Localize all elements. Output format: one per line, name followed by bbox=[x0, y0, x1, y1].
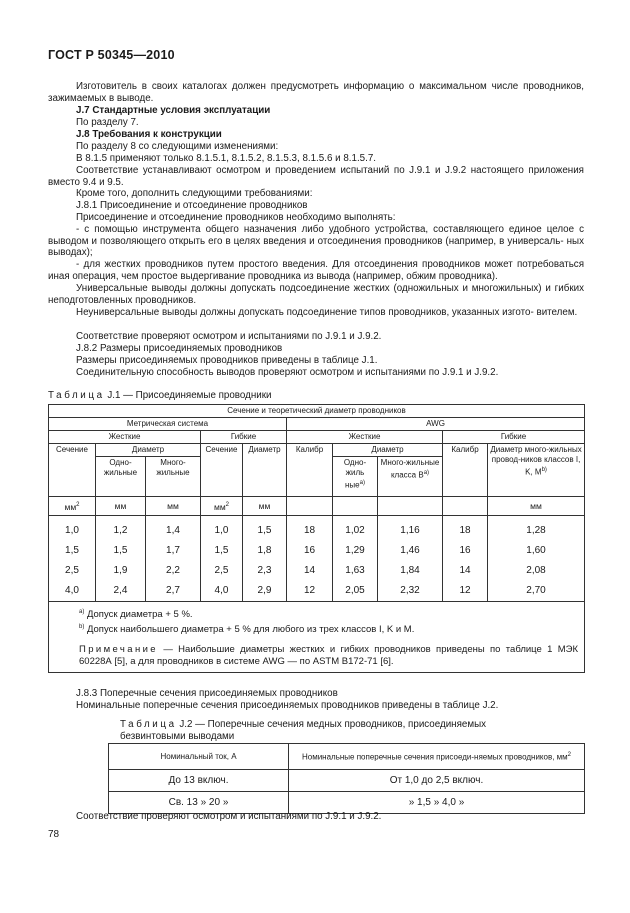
table-cell: 4,0 bbox=[49, 581, 96, 602]
unit-cell: мм bbox=[243, 497, 287, 516]
table2-caption: Таблица J.2 — Поперечные сечения медных проводников, присоединяемых безвинтовыми выводами bbox=[120, 719, 487, 742]
table-cell: 2,5 bbox=[49, 561, 96, 581]
table1-section-flex-header: Сечение bbox=[201, 444, 243, 497]
table-cross-sections bbox=[108, 743, 585, 814]
unit-cell bbox=[287, 497, 333, 516]
table-cell: 1,5 bbox=[96, 541, 146, 561]
table1-caliber-header: Калибр bbox=[287, 444, 333, 497]
table-cell: 18 bbox=[287, 516, 333, 542]
unit-cell bbox=[443, 497, 488, 516]
unit-cell bbox=[378, 497, 443, 516]
paragraph-j81c: - для жестких проводников путем простого введения. Для отсоединения проводников может потребоваться иная операция, чем простое выдергивание проводника из вывода (например, обжим проводника). bbox=[48, 259, 584, 282]
table-cell: До 13 включ. bbox=[109, 770, 289, 792]
table-cell: 1,84 bbox=[378, 561, 443, 581]
table1-rigid-header: Жесткие bbox=[49, 431, 201, 444]
table1-rigid-awg-header: Жесткие bbox=[287, 431, 443, 444]
table-cell: 1,8 bbox=[243, 541, 287, 561]
table-row bbox=[49, 516, 585, 542]
table-cell: 18 bbox=[443, 516, 488, 542]
table-cell: » 1,5 » 4,0 » bbox=[289, 792, 585, 814]
table-cell: 1,29 bbox=[333, 541, 378, 561]
heading-j7: J.7 Стандартные условия эксплуатации bbox=[76, 105, 271, 116]
table-cell: 2,08 bbox=[488, 561, 585, 581]
paragraph-catalog: Изготовитель в своих каталогах должен предусмотреть информацию о максимальном числе проводников, зажимаемых в выводе. bbox=[48, 81, 584, 104]
table-connectable-conductors bbox=[48, 404, 585, 673]
paragraph-j81f: Соответствие проверяют осмотром и испытаниями по J.9.1 и J.9.2. bbox=[76, 331, 382, 342]
footnote-b: $^{b)}$ Допуск наибольшего диаметра + 5 % для любого из трех классов I, K и M. bbox=[79, 624, 415, 636]
unit-cell: мм bbox=[146, 497, 201, 516]
table1-flexible-awg-header: Гибкие bbox=[443, 431, 585, 444]
table1-flexible-header: Гибкие bbox=[201, 431, 287, 444]
paragraph-j81e: Неуниверсальные выводы должны допускать подсоединение типов проводников, указанных изгото- вителем. bbox=[76, 307, 578, 318]
table-cell: 1,5 bbox=[49, 541, 96, 561]
paragraph-j81: J.8.1 Присоединение и отсоединение проводников bbox=[76, 200, 308, 211]
table1-section-header: Сечение bbox=[49, 444, 96, 497]
heading-j8: J.8 Требования к конструкции bbox=[76, 129, 222, 140]
unit-cell: $мм^2$ bbox=[49, 497, 96, 516]
table-cell: 2,05 bbox=[333, 581, 378, 602]
unit-cell: $мм^2$ bbox=[201, 497, 243, 516]
table-row bbox=[109, 770, 585, 792]
unit-cell bbox=[333, 497, 378, 516]
paragraph-j82a: Размеры присоединяемых проводников приведены в таблице J.1. bbox=[76, 355, 378, 366]
table-cell: 2,5 bbox=[201, 561, 243, 581]
table-cell: 2,2 bbox=[146, 561, 201, 581]
table-row bbox=[49, 581, 585, 602]
table1-diameter-awg-header: Диаметр bbox=[333, 444, 443, 457]
table-cell: 2,9 bbox=[243, 581, 287, 602]
table-cell: 2,7 bbox=[146, 581, 201, 602]
paragraph-j8c: Соответствие устанавливают осмотром и проведением испытаний по J.9.1 и J.9.2 настоящего приложения вместо 9.4 и 9.5. bbox=[48, 165, 584, 188]
table1-single-header: Одно-жильные bbox=[96, 457, 146, 497]
table1-notes bbox=[49, 602, 585, 673]
table1-top-header: Сечение и теоретический диаметр проводников bbox=[49, 405, 585, 418]
table-cell: 2,70 bbox=[488, 581, 585, 602]
paragraph-end: Соответствие проверяют осмотром и испытаниями по J.9.1 и J.9.2. bbox=[76, 811, 382, 822]
table1-diameter-header: Диаметр bbox=[96, 444, 201, 457]
page-number: 78 bbox=[48, 829, 60, 840]
table-row bbox=[49, 561, 585, 581]
table-cell: 1,16 bbox=[378, 516, 443, 542]
table-cell: От 1,0 до 2,5 включ. bbox=[289, 770, 585, 792]
table1-note: Примечание — Наибольшие диаметры жестких и гибких проводников приведены по таблице 1 МЭК 60228А [5], а для проводников в системе AWG — по ASTM B172-71 [6]. bbox=[79, 644, 579, 668]
table-cell: 14 bbox=[443, 561, 488, 581]
footnote-a: $^{a)}$ Допуск диаметра + 5 %. bbox=[79, 609, 193, 621]
table-cell: 1,2 bbox=[96, 516, 146, 542]
paragraph-j82: J.8.2 Размеры присоединяемых проводников bbox=[76, 343, 283, 354]
table-cell: 1,0 bbox=[201, 516, 243, 542]
paragraph-j7: По разделу 7. bbox=[76, 117, 139, 128]
table1-diameter-flex-header: Диаметр bbox=[243, 444, 287, 497]
unit-cell: мм bbox=[96, 497, 146, 516]
table1-caption: Таблица J.1 — Присоединяемые проводники bbox=[48, 390, 272, 401]
table-cell: 2,4 bbox=[96, 581, 146, 602]
table-cell: 1,5 bbox=[201, 541, 243, 561]
table1-awg-header: AWG bbox=[287, 418, 585, 431]
table-cell: Св. 13 » 20 » bbox=[109, 792, 289, 814]
table-cell: 1,02 bbox=[333, 516, 378, 542]
table-cell: 1,5 bbox=[243, 516, 287, 542]
table2-col-current: Номинальный ток, А bbox=[109, 744, 289, 770]
paragraph-j82b: Соединительную способность выводов проверяют осмотром и испытаниями по J.9.1 и J.9.2. bbox=[76, 367, 499, 378]
table1-diam-multi-classes-header: Диаметр много-жильных провод-ников классов I, K, $M^{b)}$ bbox=[488, 444, 585, 497]
table-cell: 1,9 bbox=[96, 561, 146, 581]
paragraph-j8d: Кроме того, дополнить следующими требованиями: bbox=[76, 188, 313, 199]
paragraph-j8b: В 8.1.5 применяют только 8.1.5.1, 8.1.5.2, 8.1.5.3, 8.1.5.6 и 8.1.5.7. bbox=[76, 153, 377, 164]
paragraph-j81d: Универсальные выводы должны допускать подсоединение жестких (одножильных и многожильных) и гибких неподготовленных проводников. bbox=[48, 283, 584, 306]
table1-metric-header: Метрическая система bbox=[49, 418, 287, 431]
paragraph-j83: J.8.3 Поперечные сечения присоединяемых проводников bbox=[76, 688, 338, 699]
table1-single-awg-header: Одно-жиль ные$^{a)}$ bbox=[333, 457, 378, 497]
unit-cell: мм bbox=[488, 497, 585, 516]
table-cell: 4,0 bbox=[201, 581, 243, 602]
table-cell: 1,46 bbox=[378, 541, 443, 561]
table-cell: 12 bbox=[287, 581, 333, 602]
table1-multi-awg-header: Много-жильные класса $B^{a)}$ bbox=[378, 457, 443, 497]
table1-caliber-flex-header: Калибр bbox=[443, 444, 488, 497]
table-cell: 12 bbox=[443, 581, 488, 602]
table-row bbox=[49, 541, 585, 561]
table1-multi-header: Много-жильные bbox=[146, 457, 201, 497]
paragraph-j81b: - с помощью инструмента общего назначения либо удобного устройства, составляющего единое целое с выводом и позволяющего открыть его в целях введения и отсоединения проводников (например, в универсаль- ных выводах); bbox=[48, 224, 584, 258]
table-cell: 1,28 bbox=[488, 516, 585, 542]
table-cell: 2,32 bbox=[378, 581, 443, 602]
document-header: ГОСТ Р 50345—2010 bbox=[48, 48, 175, 62]
table-cell: 1,0 bbox=[49, 516, 96, 542]
table-cell: 1,63 bbox=[333, 561, 378, 581]
table2-col-sections: Номинальные поперечные сечения присоеди-няемых проводников, $мм^2$ bbox=[289, 744, 585, 770]
table-cell: 1,60 bbox=[488, 541, 585, 561]
table-cell: 2,3 bbox=[243, 561, 287, 581]
table-cell: 1,4 bbox=[146, 516, 201, 542]
table-cell: 16 bbox=[443, 541, 488, 561]
table-cell: 16 bbox=[287, 541, 333, 561]
table-cell: 1,7 bbox=[146, 541, 201, 561]
table-cell: 14 bbox=[287, 561, 333, 581]
paragraph-j8a: По разделу 8 со следующими изменениями: bbox=[76, 141, 279, 152]
paragraph-j83a: Номинальные поперечные сечения присоединяемых проводников приведены в таблице J.2. bbox=[76, 700, 499, 711]
paragraph-j81a: Присоединение и отсоединение проводников необходимо выполнять: bbox=[76, 212, 396, 223]
